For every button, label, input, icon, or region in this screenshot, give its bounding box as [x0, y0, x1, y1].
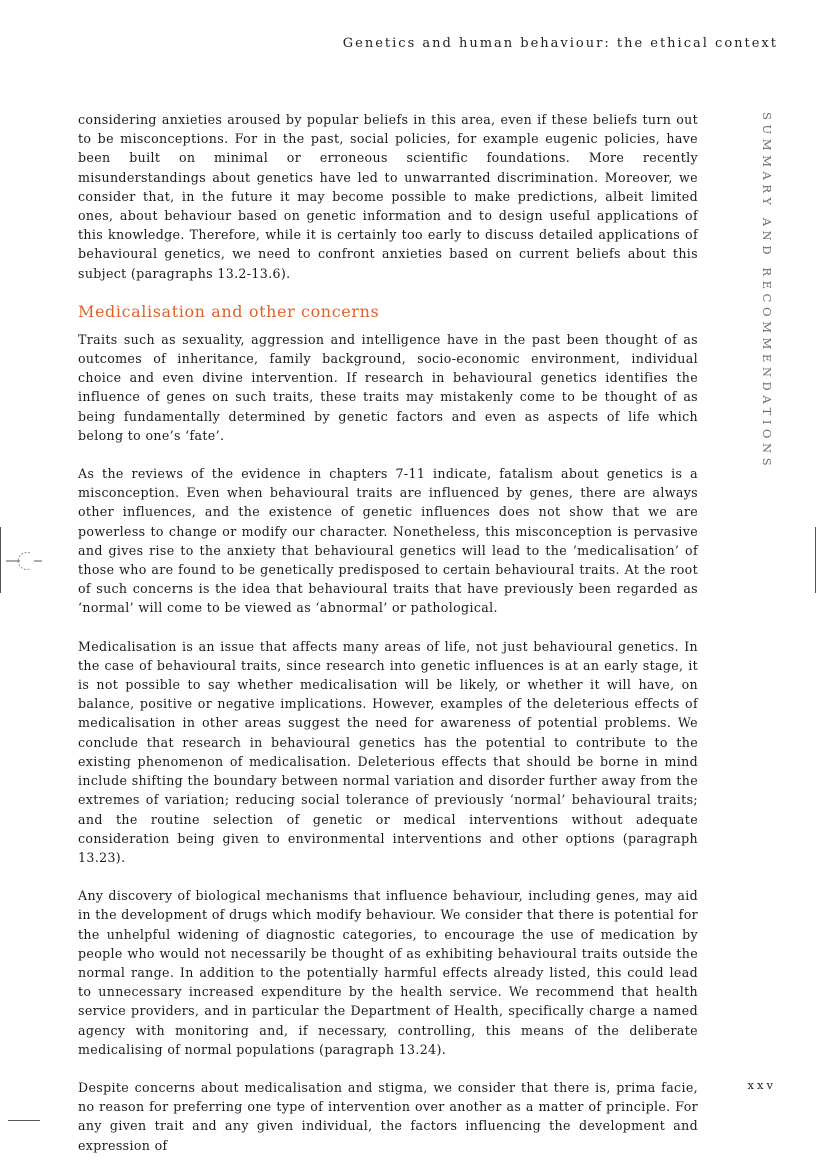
body-paragraph: Traits such as sexuality, aggression and intelligence have in the past been thought of as outcomes of inheritance, family background, socio-economic environment, individual choice and even divine intervention. If research in behavioural genetics identifies the influence of genes on such traits, these traits may mistakenly come to be thought of as being fundamentally determined by genetic factors and even as aspects of life which belong to one’s ‘fate’.: [78, 331, 698, 443]
registration-mark-icon: [6, 549, 42, 573]
bottom-crop-rule: [8, 1120, 40, 1121]
body-paragraph: As the reviews of the evidence in chapters 7-11 indicate, fatalism about genetics is a misconception. Even when behavioural traits are influenced by genes, there are always other influences, and the existence of genetic influences does not show that we are powerless to change or modify our character. Nonetheless, this misconception is pervasive and gives rise to the anxiety that behavioural genetics will lead to the ‘medicalisation’ of those who are found to be genetically predisposed to certain behavioural traits. At the root of such concerns is the idea that behavioural traits that have previously been regarded as ‘normal’ will come to be viewed as ‘abnormal’ or pathological.: [78, 466, 698, 616]
intro-paragraph: considering anxieties aroused by popular beliefs in this area, even if these beliefs turn out to be misconceptions. For in the past, social policies, for example eugenic policies, have been built on minimal or erroneous scientific foundations. More recently misunderstandings about genetics have led to unwarranted discrimination. Moreover, we consider that, in the future it may become possible to make predictions, albeit limited ones, about behaviour based on genetic information and to design useful applications of this knowledge. Therefore, while it is certainly too early to discuss detailed applications of behavioural genetics, we need to confront anxieties based on current beliefs about this subject (paragraphs 13.2-13.6).: [78, 112, 698, 281]
main-content: [78, 110, 698, 1174]
body-paragraph: Medicalisation is an issue that affects many areas of life, not just behavioural genetics. In the case of behavioural traits, since research into genetic influences is at an early stage, it is not possible to say whether medicalisation will be likely, or whether it will have, on balance, positive or negative implications. However, examples of the deleterious effects of medicalisation in other areas suggest the need for awareness of potential problems. We conclude that research in behavioural genetics has the potential to contribute to the existing phenomenon of medicalisation. Deleterious effects that should be borne in mind include shifting the boundary between normal variation and disorder further away from the extremes of variation; reducing social tolerance of previously ‘normal’ behavioural traits; and the routine selection of genetic or medical interventions without adequate consideration being given to environmental interventions and other options (paragraph 13.23).: [78, 638, 698, 865]
running-header-title: Genetics and human behaviour: the ethical context: [342, 36, 778, 51]
side-tab-label: SUMMARY AND RECOMMENDATIONS: [760, 112, 774, 471]
left-margin-rule: [0, 527, 1, 593]
body-paragraph: Any discovery of biological mechanisms that influence behaviour, including genes, may aid in the development of drugs which modify behaviour. We consider that there is potential for the unhelpful widening of diagnostic categories, to encourage the use of medication by people who would not necessarily be thought of as exhibiting behavioural traits outside the normal range. In addition to the potentially harmful effects already listed, this could lead to unnecessary increased expenditure by the health service. We recommend that health service providers, and in particular the Department of Health, specifically charge a named agency with monitoring and, if necessary, controlling, this means of the deliberate medicalising of normal populations (paragraph 13.24).: [78, 888, 698, 1057]
page-number: xxv: [747, 1078, 776, 1092]
section-heading: Medicalisation and other concerns: [78, 301, 380, 321]
body-paragraph: Despite concerns about medicalisation and stigma, we consider that there is, prima facie, no reason for preferring one type of intervention over another as a matter of principle. For any given trait and any given individual, the factors influencing the development and expression of: [78, 1079, 698, 1153]
